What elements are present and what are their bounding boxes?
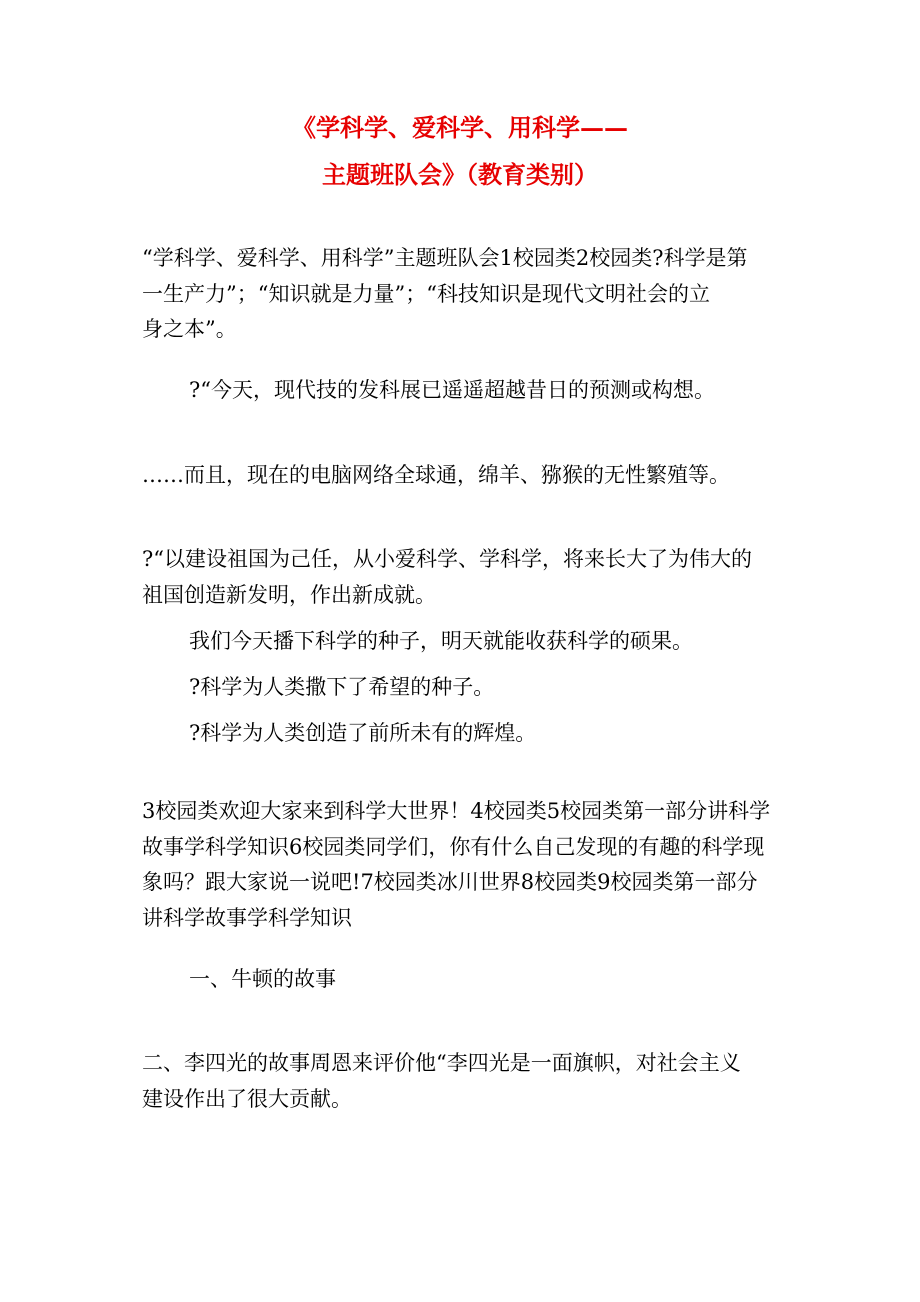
- text-line: ?科学为人类撒下了希望的种子。: [189, 675, 495, 699]
- text-line: 一生产力”；“知识就是力量”；“科技知识是现代文明社会的立: [142, 281, 710, 306]
- paragraph-seeds: [142, 624, 782, 660]
- paragraph-glory: [142, 716, 782, 752]
- paragraph-li-siguang: [142, 1046, 782, 1117]
- paragraph-intro: [142, 241, 782, 348]
- paragraph-welcome: [142, 794, 782, 936]
- text-line: ……而且，现在的电脑网络全球通，绵羊、猕猴的无性繁殖等。: [142, 463, 730, 487]
- paragraph-today: [142, 373, 782, 409]
- text-line: 讲科学故事学科学知识: [142, 905, 352, 930]
- text-line: 祖国创造新发明，作出新成就。: [142, 582, 436, 607]
- text-line: 二、李四光的故事周恩来评价他“李四光是一面旗帜，对社会主义: [142, 1051, 741, 1075]
- text-line: 身之本”。: [142, 317, 237, 341]
- text-line: 一、牛顿的故事: [189, 967, 336, 991]
- paragraph-motherland: [142, 542, 782, 613]
- text-line: ?“以建设祖国为己任，从小爱科学、学科学，将来长大了为伟大的: [142, 547, 752, 571]
- text-line: 我们今天播下科学的种子，明天就能收获科学的硕果。: [189, 629, 693, 653]
- document-title-line-2: 主题班队会》（教育类别）: [322, 160, 598, 189]
- text-line: “学科学、爱科学、用科学”主题班队会1校园类2校园类?科学是第: [142, 246, 748, 270]
- text-line: 3校园类欢迎大家来到科学大世界！4校园类5校园类第一部分讲科学: [142, 799, 771, 823]
- text-line: ?“今天，现代技的发科展已遥遥超越昔日的预测或构想。: [189, 378, 715, 402]
- paragraph-newton: [142, 962, 782, 998]
- text-line: 故事学科学知识6校园类同学们，你有什么自己发现的有趣的科学现: [142, 834, 765, 859]
- paragraph-hope: [142, 670, 782, 706]
- text-line: 象吗？跟大家说一说吧!7校园类冰川世界8校园类9校园类第一部分: [142, 870, 758, 894]
- text-line: ?科学为人类创造了前所未有的辉煌。: [189, 721, 537, 745]
- document-title-line-1: 《学科学、爱科学、用科学——: [292, 113, 628, 142]
- text-line: 建设作出了很大贡献。: [142, 1086, 352, 1111]
- paragraph-network: [142, 458, 782, 494]
